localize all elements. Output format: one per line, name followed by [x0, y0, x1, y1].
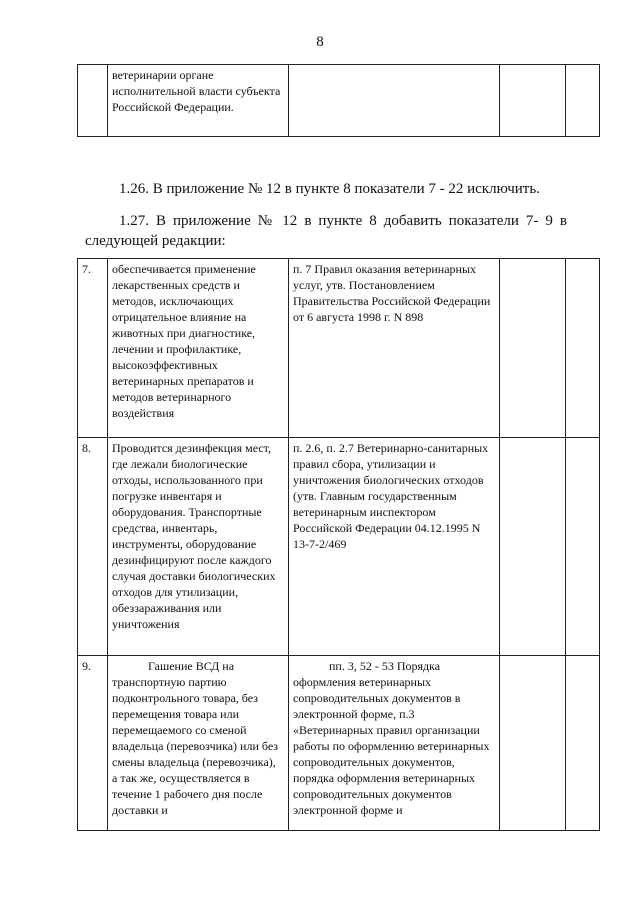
note-cell [566, 438, 600, 656]
note-cell [566, 259, 600, 438]
reference-cell [289, 65, 500, 137]
requirement-cell: Гашение ВСД на транспортную партию подконтрольного товара, без перемещения товара или перемещаемого со сменой владельца (перевозчика) или без смены владельца (перевозчика), а так же, осуществляется в течение 1 рабочего дня после доставки и [108, 656, 289, 831]
row-number: 8. [78, 438, 108, 656]
requirement-cell: обеспечивается применение лекарственных средств и методов, исключающих отрицательное влияние на животных при диагностике, лечении и профилактике, высокоэффективных ветеринарных препаратов и методов ветеринарного воздействия [108, 259, 289, 438]
answer-cell [500, 65, 566, 137]
row-number: 9. [78, 656, 108, 831]
continued-table [77, 64, 600, 137]
requirement-cell: ветеринарии органе исполнительной власти субъекта Российской Федерации. [108, 65, 289, 137]
reference-cell: пп. 3, 52 - 53 Порядка оформления ветеринарных сопроводительных документов в электронной форме, п.3 «Ветеринарных правил организации работы по оформлению ветеринарных сопроводительных документов, порядка оформления ветеринарных сопроводительных документов электронной форме и [289, 656, 500, 831]
answer-cell [500, 259, 566, 438]
row-number: 7. [78, 259, 108, 438]
page-number: 8 [316, 34, 324, 50]
requirement-cell: Проводится дезинфекция мест, где лежали биологические отходы, использованного при погрузке инвентаря и оборудования. Транспортные средства, инвентарь, инструменты, оборудование дезинфицируют после каждого случая доставки биологических отходов для утилизации, обеззараживания или уничтожения [108, 438, 289, 656]
reference-cell: п. 2.6, п. 2.7 Ветеринарно-санитарных правил сбора, утилизации и уничтожения биологических отходов (утв. Главным государственным ветеринарным инспектором Российской Федерации 04.12.1995 N 13-7-2/469 [289, 438, 500, 656]
answer-cell [500, 438, 566, 656]
answer-cell [500, 656, 566, 831]
table-row [78, 65, 600, 137]
note-cell [566, 65, 600, 137]
num-cell [78, 65, 108, 137]
table-row [78, 656, 600, 831]
paragraph-1-27: 1.27. В приложение № 12 в пункте 8 добавить показатели 7- 9 в следующей редакции: [85, 213, 567, 249]
note-cell [566, 656, 600, 831]
reference-cell: п. 7 Правил оказания ветеринарных услуг, утв. Постановлением Правительства Российской Федерации от 6 августа 1998 г. N 898 [289, 259, 500, 438]
table-row [78, 259, 600, 438]
paragraph-1-26: 1.26. В приложение № 12 в пункте 8 показатели 7 - 22 исключить. [119, 181, 540, 197]
checklist-table [77, 258, 600, 831]
table-row [78, 438, 600, 656]
